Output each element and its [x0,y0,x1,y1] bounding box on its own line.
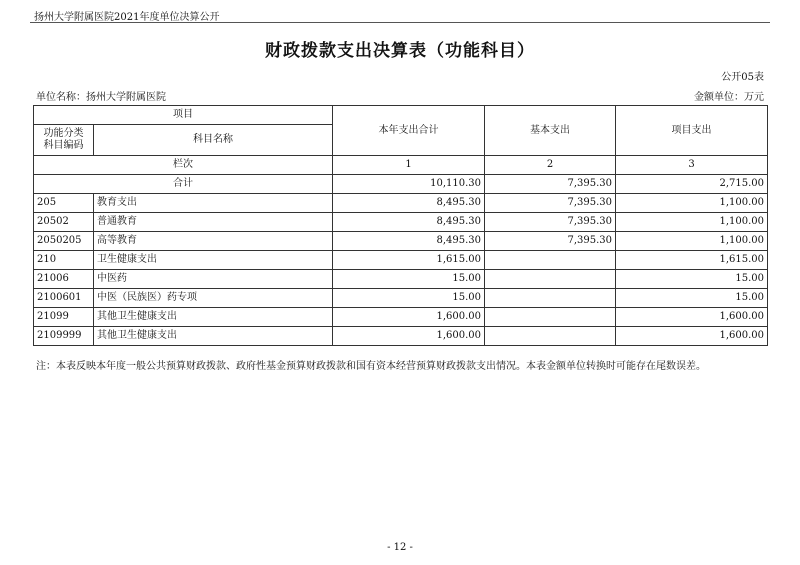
row-basic [485,251,616,270]
money-unit: 金额单位：万元 [694,92,764,103]
row-basic [485,308,616,327]
form-code: 公开05表 [721,72,764,83]
table-row [34,327,768,346]
column-index-row [34,156,768,175]
expenditure-table [33,105,768,346]
page-number: - 12 - [387,542,413,553]
unit-name: 单位名称：扬州大学附属医院 [36,92,166,103]
row-subject-name: 教育支出 [94,194,333,213]
total-row [34,175,768,194]
column-index-3: 3 [616,156,768,175]
row-subject-name: 中医药 [94,270,333,289]
row-project: 1,615.00 [616,251,768,270]
total-basic: 7,395.30 [485,175,616,194]
row-code: 21006 [34,270,94,289]
column-index-1: 1 [333,156,485,175]
row-subject-name: 普通教育 [94,213,333,232]
row-total: 1,600.00 [333,327,485,346]
row-basic [485,270,616,289]
row-project: 15.00 [616,270,768,289]
table-row [34,194,768,213]
header-row-1 [34,106,768,125]
row-basic [485,289,616,308]
project-header: 项目 [34,106,333,125]
row-project: 1,100.00 [616,213,768,232]
row-subject-name: 卫生健康支出 [94,251,333,270]
row-subject-name: 其他卫生健康支出 [94,308,333,327]
row-code: 2050205 [34,232,94,251]
total-label: 合计 [34,175,333,194]
row-total: 15.00 [333,289,485,308]
row-project: 1,600.00 [616,308,768,327]
func-code-header: 功能分类 科目编码 [34,125,94,156]
row-code: 2100601 [34,289,94,308]
row-basic: 7,395.30 [485,194,616,213]
row-total: 8,495.30 [333,213,485,232]
header-rule [30,22,770,23]
row-total: 1,615.00 [333,251,485,270]
basic-header: 基本支出 [485,106,616,156]
row-project: 15.00 [616,289,768,308]
table-row [34,270,768,289]
row-total: 15.00 [333,270,485,289]
row-project: 1,600.00 [616,327,768,346]
row-code: 205 [34,194,94,213]
table-row [34,289,768,308]
row-total: 8,495.30 [333,194,485,213]
row-project: 1,100.00 [616,194,768,213]
page-header: 扬州大学附属医院2021年度单位决算公开 [34,12,220,23]
row-code: 210 [34,251,94,270]
row-basic: 7,395.30 [485,232,616,251]
row-subject-name: 中医（民族医）药专项 [94,289,333,308]
total-header: 本年支出合计 [333,106,485,156]
row-total: 8,495.30 [333,232,485,251]
row-subject-name: 其他卫生健康支出 [94,327,333,346]
subject-name-header: 科目名称 [94,125,333,156]
row-code: 20502 [34,213,94,232]
footnote: 注：本表反映本年度一般公共预算财政拨款、政府性基金预算财政拨款和国有资本经营预算财政拨款支出情况。本表金额单位转换时可能存在尾数误差。 [36,361,706,372]
page-title: 财政拨款支出决算表（功能科目） [265,41,535,61]
row-basic: 7,395.30 [485,213,616,232]
table-row [34,251,768,270]
total-project: 2,715.00 [616,175,768,194]
column-index-2: 2 [485,156,616,175]
row-code: 21099 [34,308,94,327]
row-basic [485,327,616,346]
column-index-label: 栏次 [34,156,333,175]
row-project: 1,100.00 [616,232,768,251]
row-subject-name: 高等教育 [94,232,333,251]
row-total: 1,600.00 [333,308,485,327]
total-total: 10,110.30 [333,175,485,194]
table-row [34,232,768,251]
project-exp-header: 项目支出 [616,106,768,156]
table-row [34,308,768,327]
row-code: 2109999 [34,327,94,346]
table-row [34,213,768,232]
